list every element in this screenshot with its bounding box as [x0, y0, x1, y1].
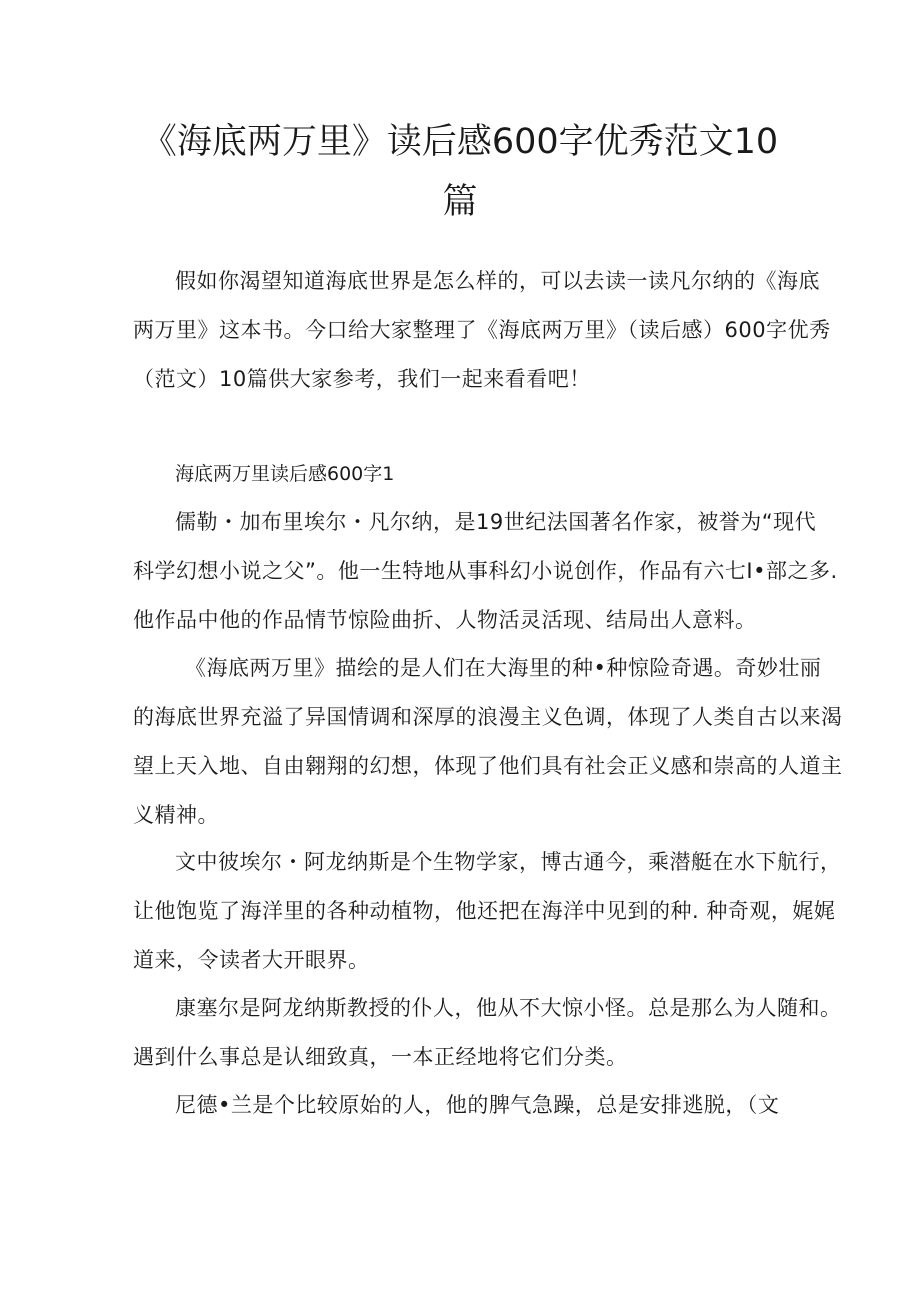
text-line: 康塞尔是阿龙纳斯教授的仆人，他从不大惊小怪。总是那么为人随和。 [175, 996, 842, 1020]
text-line: 两万里》这本书。今口给大家整理了《海底两万里》（读后感）600字优秀 [133, 318, 831, 342]
text-line: 科学幻想小说之父”。他一生特地从事科幻小说创作，作品有六七I•部之多. [133, 559, 838, 583]
text-line: 义精神。 [133, 803, 219, 827]
document-title-line-2: 篇 [442, 182, 478, 222]
paragraph-2 [133, 644, 843, 840]
text-line: 遇到什么事总是认细致真，一本正经地将它们分类。 [133, 1045, 628, 1069]
text-line: 他作品中他的作品情节惊险曲折、人物活灵活现、结局出人意料。 [133, 608, 757, 632]
text-line: 假如你渴望知道海底世界是怎么样的，可以去读一读凡尔纳的《海底 [175, 269, 820, 293]
paragraph-5 [133, 1081, 793, 1130]
text-line: 让他饱览了海洋里的各种动植物，他还把在海洋中见到的种. 种奇观，娓娓 [133, 899, 836, 923]
intro-paragraph [133, 257, 831, 404]
text-line: 文中彼埃尔・阿龙纳斯是个生物学家，博古通今，乘潜艇在水下航行， [175, 850, 842, 874]
paragraph-4 [133, 984, 842, 1082]
text-line: （范文）10篇供大家参考，我们一起来看看吧！ [133, 367, 591, 391]
text-line: 望上天入地、自由翱翔的幻想，体现了他们具有社会正义感和崇高的人道主 [133, 754, 843, 778]
text-line: 道来，令读者大开眼界。 [133, 948, 370, 972]
text-line: 《海底两万里》描绘的是人们在大海里的种•种惊险奇遇。奇妙壮丽 [185, 656, 822, 680]
text-line: 的海底世界充溢了异国情调和深厚的浪漫主义色调，体现了人类自古以来渴 [133, 705, 843, 729]
document-title-line-1: 《海底两万里》读后感600字优秀范文10 [141, 122, 779, 162]
text-line: 尼德•兰是个比较原始的人，他的脾气急躁，总是安排逃脱，（文 [175, 1093, 780, 1117]
section-heading: 海底两万里读后感600字1 [175, 463, 395, 485]
text-line: 儒勒・加布里埃尔・凡尔纳，是19世纪法国著名作家，被誉为“现代 [175, 510, 817, 534]
paragraph-1 [133, 498, 838, 645]
paragraph-3 [133, 838, 842, 985]
